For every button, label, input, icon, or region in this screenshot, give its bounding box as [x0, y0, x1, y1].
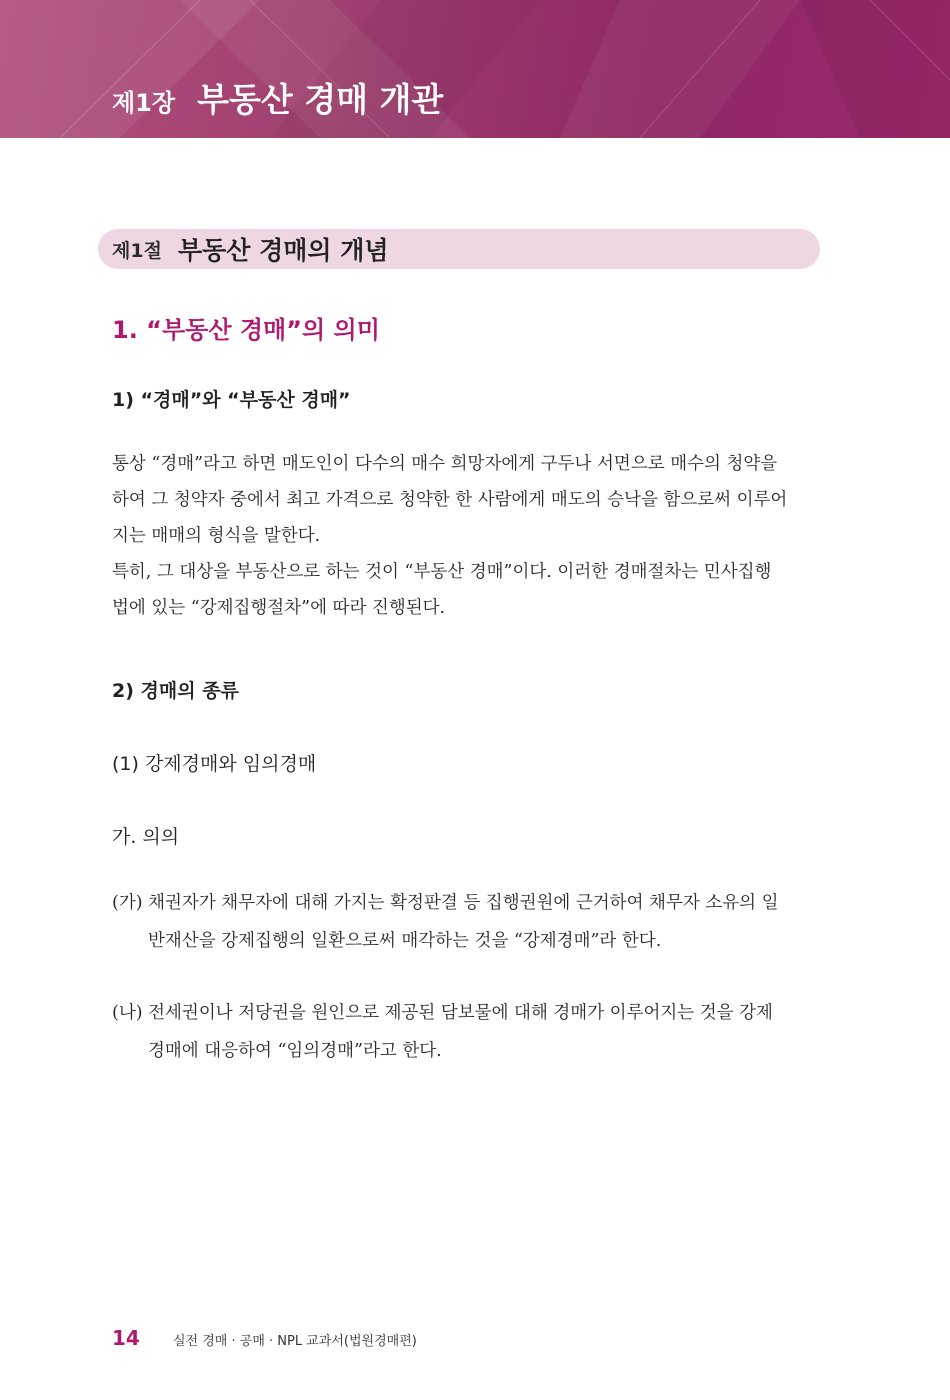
chapter-title	[112, 74, 443, 124]
section-label: 제1절	[112, 239, 162, 262]
item-ga-line-1: (가) 채권자가 채무자에 대해 가지는 확정판결 등 집행권원에 근거하여 채무자 소유의 일	[112, 893, 779, 913]
footer-book-title: 실전 경매 · 공매 · NPL 교과서(법원경매편)	[173, 1334, 417, 1349]
chapter-name: 부동산 경매 개관	[197, 80, 444, 119]
subheading-1: 1) “경매”와 “부동산 경매”	[112, 389, 351, 411]
paragraph-2-line-2: 법에 있는 “강제집행절차”에 따라 진행된다.	[112, 598, 446, 618]
page-number: 14	[112, 1326, 140, 1350]
paragraph-1-line-2: 하여 그 청약자 중에서 최고 가격으로 청약한 한 사람에게 매도의 승낙을 함으로써 이루어	[112, 490, 788, 510]
subheading-2-1: (1) 강제경매와 임의경매	[112, 753, 317, 775]
chapter-label: 제1장	[112, 89, 176, 117]
section-title: 부동산 경매의 개념	[177, 236, 389, 265]
paragraph-2-line-1: 특히, 그 대상을 부동산으로 하는 것이 “부동산 경매”이다. 이러한 경매절차는 민사집행	[112, 562, 772, 582]
item-ga	[112, 884, 812, 960]
item-na	[112, 994, 812, 1070]
item-na-line-1: (나) 전세권이나 저당권을 원인으로 제공된 담보물에 대해 경매가 이루어지는 것을 강제	[112, 1003, 773, 1023]
item-ga-line-2: 반재산을 강제집행의 일환으로써 매각하는 것을 “강제경매”라 한다.	[148, 931, 662, 951]
item-na-line-2: 경매에 대응하여 “임의경매”라고 한다.	[148, 1041, 442, 1061]
heading-1: 1. “부동산 경매”의 의미	[112, 316, 380, 344]
section-title-bar	[98, 229, 820, 269]
paragraph-1-line-3: 지는 매매의 형식을 말한다.	[112, 526, 321, 546]
subheading-2: 2) 경매의 종류	[112, 680, 239, 702]
paragraph-1	[112, 446, 812, 626]
item-heading: 가. 의의	[112, 826, 180, 848]
chapter-banner	[0, 0, 950, 138]
paragraph-1-line-1: 통상 “경매”라고 하면 매도인이 다수의 매수 희망자에게 구두나 서면으로 매수의 청약을	[112, 454, 778, 474]
